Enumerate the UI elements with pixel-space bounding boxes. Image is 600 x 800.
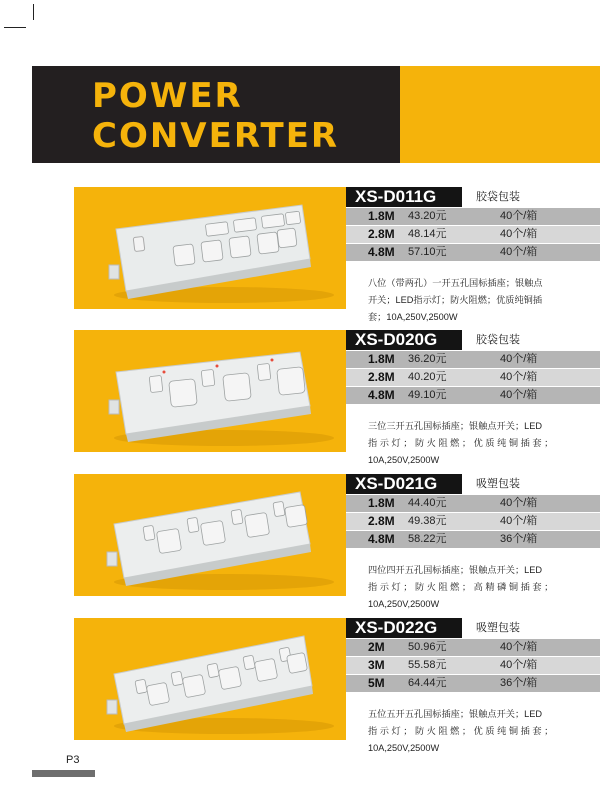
product-description bbox=[346, 562, 600, 613]
model-header bbox=[346, 474, 600, 494]
page-number: P3 bbox=[66, 754, 80, 766]
description-line: 开关；LED指示灯；防火阻燃；优质纯铜插 bbox=[368, 295, 543, 305]
description-line: 指 示 灯 ； 防 火 阻 燃 ； 优 质 纯 铜 插 套 ； bbox=[368, 726, 554, 736]
pack-quantity: 40个/箱 bbox=[500, 497, 538, 509]
spec-row bbox=[346, 531, 600, 548]
model-number: XS-D022G bbox=[346, 618, 462, 638]
description-line: 指 示 灯 ； 防 火 阻 燃 ； 优 质 纯 铜 插 套 ； bbox=[368, 438, 554, 448]
description-line: 指 示 灯 ； 防 火 阻 燃 ； 高 精 磷 铜 插 套 ； bbox=[368, 582, 554, 592]
model-header bbox=[346, 187, 600, 207]
product-photo bbox=[74, 187, 346, 309]
description-line: 套；10A,250V,2500W bbox=[368, 312, 458, 322]
pack-quantity: 40个/箱 bbox=[500, 371, 538, 383]
product-description bbox=[346, 418, 600, 469]
product-photo bbox=[74, 330, 346, 452]
crop-mark-horizontal bbox=[4, 27, 26, 28]
model-number: XS-D021G bbox=[346, 474, 462, 494]
spec-row bbox=[346, 208, 600, 225]
cable-length: 5M bbox=[368, 676, 385, 690]
page-title bbox=[92, 76, 339, 156]
cable-length: 4.8M bbox=[368, 388, 395, 402]
power-strip-image bbox=[74, 330, 346, 452]
hero-accent-block bbox=[400, 66, 600, 163]
pack-quantity: 36个/箱 bbox=[500, 677, 538, 689]
model-number: XS-D020G bbox=[346, 330, 462, 350]
price: 44.40元 bbox=[408, 497, 447, 509]
pack-quantity: 40个/箱 bbox=[500, 210, 538, 222]
power-strip-image bbox=[74, 474, 346, 596]
packaging-label: 吸塑包装 bbox=[476, 478, 520, 490]
spec-row bbox=[346, 351, 600, 368]
power-strip-image bbox=[74, 187, 346, 309]
spec-row bbox=[346, 226, 600, 243]
pack-quantity: 40个/箱 bbox=[500, 389, 538, 401]
power-strip-image bbox=[74, 618, 346, 740]
price: 57.10元 bbox=[408, 246, 447, 258]
cable-length: 1.8M bbox=[368, 352, 395, 366]
packaging-label: 胶袋包装 bbox=[476, 334, 520, 346]
cable-length: 2.8M bbox=[368, 514, 395, 528]
spec-row bbox=[346, 244, 600, 261]
price: 50.96元 bbox=[408, 641, 447, 653]
packaging-label: 胶袋包装 bbox=[476, 191, 520, 203]
price: 58.22元 bbox=[408, 533, 447, 545]
pack-quantity: 40个/箱 bbox=[500, 353, 538, 365]
cable-length: 2.8M bbox=[368, 370, 395, 384]
model-header bbox=[346, 330, 600, 350]
crop-mark-vertical bbox=[33, 4, 34, 20]
product-description bbox=[346, 275, 600, 326]
spec-row bbox=[346, 675, 600, 692]
price: 36.20元 bbox=[408, 353, 447, 365]
description-line: 10A,250V,2500W bbox=[368, 599, 440, 609]
price: 64.44元 bbox=[408, 677, 447, 689]
description-line: 10A,250V,2500W bbox=[368, 455, 440, 465]
spec-row bbox=[346, 369, 600, 386]
pack-quantity: 40个/箱 bbox=[500, 659, 538, 671]
title-line-1: POWER bbox=[92, 76, 243, 116]
spec-row bbox=[346, 513, 600, 530]
description-line: 三位三开五孔国标插座；银触点开关；LED bbox=[368, 421, 543, 431]
spec-row bbox=[346, 495, 600, 512]
spec-panel bbox=[346, 187, 600, 326]
product-photo bbox=[74, 618, 346, 740]
cable-length: 2M bbox=[368, 640, 385, 654]
price: 43.20元 bbox=[408, 210, 447, 222]
price: 40.20元 bbox=[408, 371, 447, 383]
cable-length: 2.8M bbox=[368, 227, 395, 241]
model-number: XS-D011G bbox=[346, 187, 462, 207]
pack-quantity: 40个/箱 bbox=[500, 515, 538, 527]
spec-panel bbox=[346, 474, 600, 613]
description-line: 八位（带两孔）一开五孔国标插座；银触点 bbox=[368, 278, 543, 288]
cable-length: 4.8M bbox=[368, 532, 395, 546]
footer-bar bbox=[32, 770, 95, 777]
spec-panel bbox=[346, 330, 600, 469]
price: 49.38元 bbox=[408, 515, 447, 527]
packaging-label: 吸塑包装 bbox=[476, 622, 520, 634]
spec-row bbox=[346, 639, 600, 656]
model-header bbox=[346, 618, 600, 638]
description-line: 五位五开五孔国标插座；银触点开关；LED bbox=[368, 709, 543, 719]
cable-length: 4.8M bbox=[368, 245, 395, 259]
description-line: 四位四开五孔国标插座；银触点开关；LED bbox=[368, 565, 543, 575]
cable-length: 1.8M bbox=[368, 496, 395, 510]
price: 48.14元 bbox=[408, 228, 447, 240]
pack-quantity: 40个/箱 bbox=[500, 641, 538, 653]
product-photo bbox=[74, 474, 346, 596]
spec-row bbox=[346, 387, 600, 404]
pack-quantity: 36个/箱 bbox=[500, 533, 538, 545]
pack-quantity: 40个/箱 bbox=[500, 228, 538, 240]
cable-length: 1.8M bbox=[368, 209, 395, 223]
title-line-2: CONVERTER bbox=[92, 116, 340, 156]
pack-quantity: 40个/箱 bbox=[500, 246, 538, 258]
price: 49.10元 bbox=[408, 389, 447, 401]
price: 55.58元 bbox=[408, 659, 447, 671]
spec-panel bbox=[346, 618, 600, 757]
product-description bbox=[346, 706, 600, 757]
spec-row bbox=[346, 657, 600, 674]
description-line: 10A,250V,2500W bbox=[368, 743, 440, 753]
cable-length: 3M bbox=[368, 658, 385, 672]
